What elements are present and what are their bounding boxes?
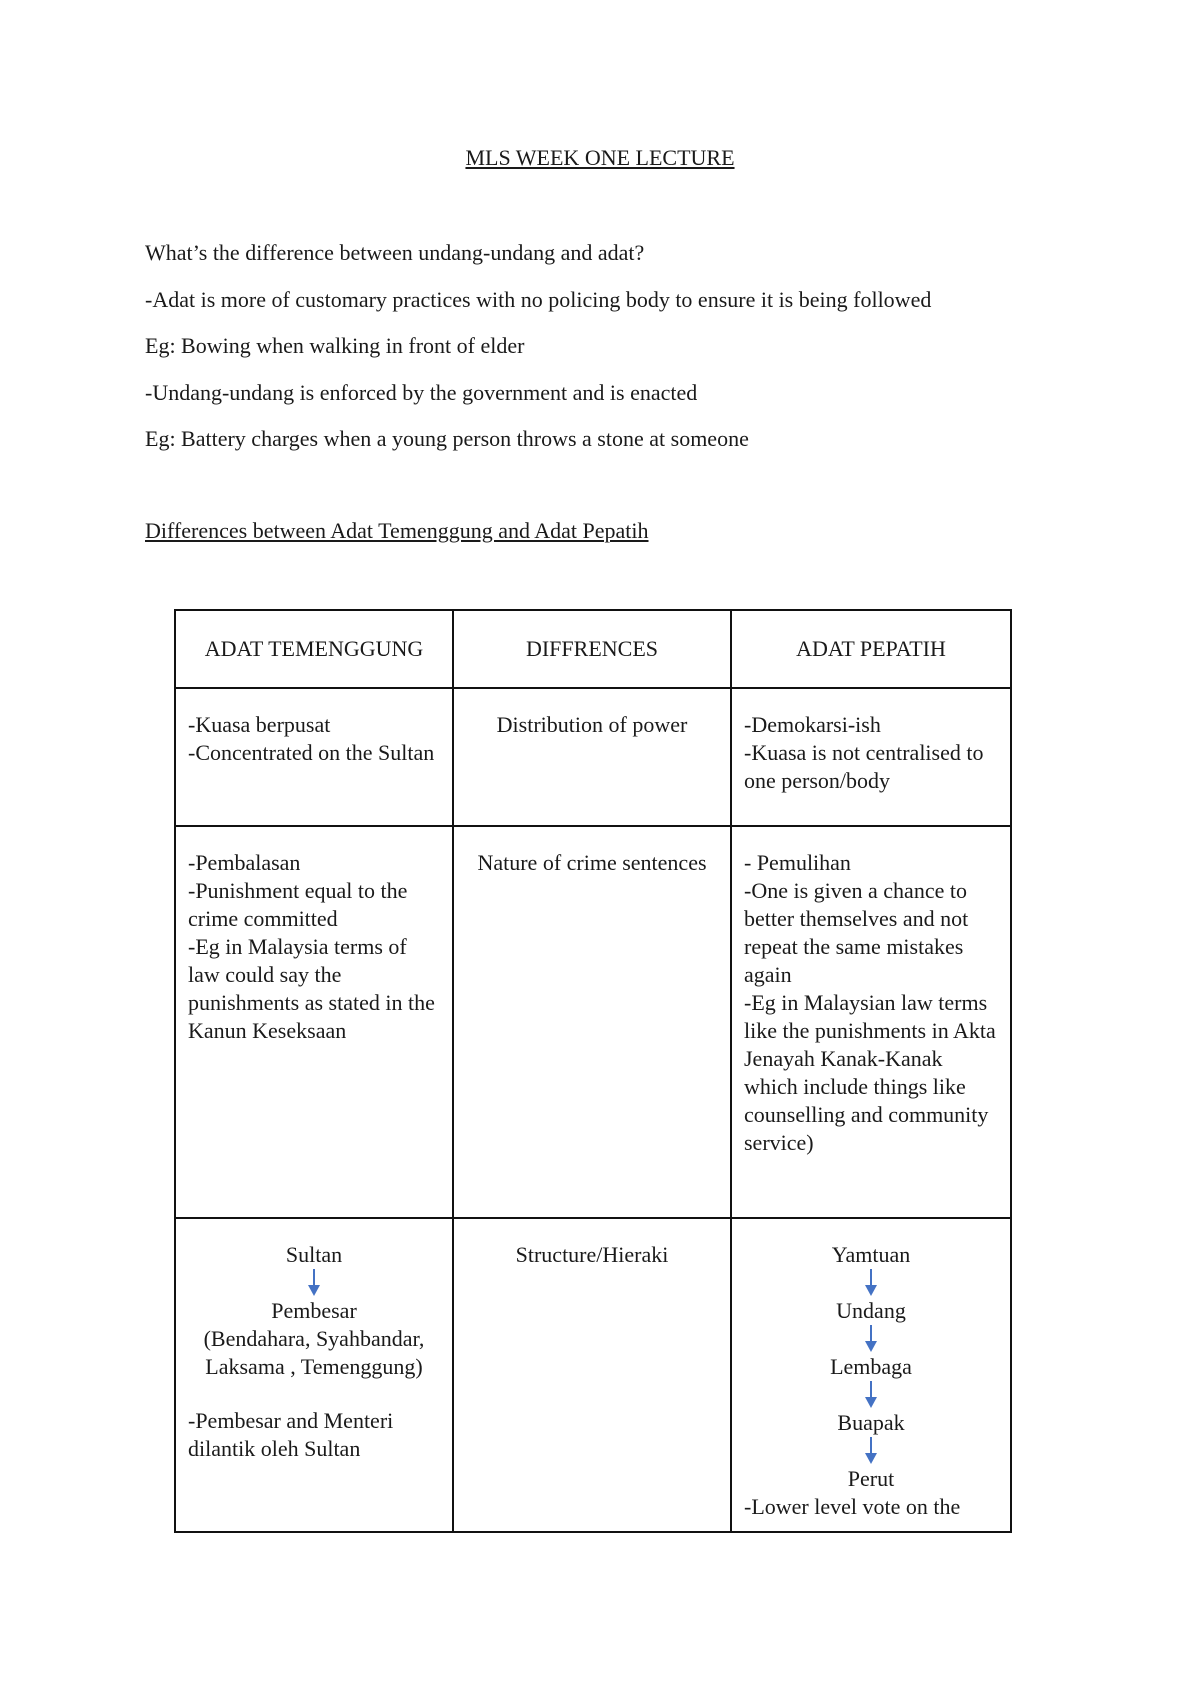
cell-line: -Kuasa is not centralised to one person/body: [744, 740, 984, 793]
header-cell-differences: DIFFRENCES: [453, 610, 731, 688]
spacer: [188, 1381, 440, 1407]
cell-pepatih: [731, 688, 1011, 826]
cell-line: -Punishment equal to the crime committed: [188, 878, 408, 931]
intro-line: Eg: Battery charges when a young person throws a stone at someone: [145, 426, 749, 451]
arrow-down-icon: [307, 1269, 321, 1297]
table-row: [175, 688, 1011, 826]
cell-pepatih-hierarchy: [731, 1218, 1011, 1532]
cell-line: -Concentrated on the Sultan: [188, 740, 435, 765]
hierarchy-item: (Bendahara, Syahbandar,: [203, 1326, 425, 1351]
intro-section: [145, 238, 1065, 471]
table-header-row: [175, 610, 1011, 688]
cell-line: -Demokarsi-ish: [744, 712, 881, 737]
hierarchy-item: Pembesar: [271, 1298, 357, 1323]
differences-table: [174, 609, 1012, 1533]
intro-line: -Undang-undang is enforced by the government and is enacted: [145, 379, 698, 405]
arrow-down-icon: [864, 1437, 878, 1465]
hierarchy-item: Lembaga: [830, 1354, 912, 1379]
hierarchy-item: Sultan: [285, 1242, 343, 1267]
cell-line: - Pemulihan: [744, 850, 851, 875]
arrow-down-icon: [864, 1269, 878, 1297]
cell-temenggung-hierarchy: [175, 1218, 453, 1532]
hierarchy-item: Yamtuan: [831, 1242, 911, 1267]
intro-line: What’s the difference between undang-undang and adat?: [145, 240, 645, 265]
cell-note: -Pembesar and Menteri dilantik oleh Sultan: [188, 1408, 394, 1461]
cell-line: -Eg in Malaysian law terms like the punishments in Akta Jenayah Kanak-Kanak which include things like counselling and community service): [744, 990, 996, 1155]
table-row: [175, 1218, 1011, 1532]
hierarchy-item: Laksama , Temenggung): [205, 1354, 423, 1379]
cell-line: -Pembalasan: [188, 850, 301, 875]
cell-difference: Structure/Hieraki: [453, 1218, 731, 1532]
hierarchy-item: Buapak: [837, 1410, 905, 1435]
section-subheading: Differences between Adat Temenggung and Adat Pepatih: [145, 518, 649, 543]
cell-temenggung: [175, 826, 453, 1218]
cell-note: -Lower level vote on the: [744, 1494, 961, 1519]
intro-line: Eg: Bowing when walking in front of elder: [145, 333, 525, 358]
cell-pepatih: [731, 826, 1011, 1218]
cell-line: -Kuasa berpusat: [188, 712, 331, 737]
table-row: [175, 826, 1011, 1218]
page-title: MLS WEEK ONE LECTURE: [465, 145, 735, 170]
hierarchy-item: Perut: [847, 1466, 895, 1491]
header-cell-temenggung: ADAT TEMENGGUNG: [175, 610, 453, 688]
hierarchy-item: Undang: [836, 1298, 906, 1323]
arrow-down-icon: [864, 1325, 878, 1353]
cell-temenggung: [175, 688, 453, 826]
cell-difference: Nature of crime sentences: [453, 826, 731, 1218]
header-cell-pepatih: ADAT PEPATIH: [731, 610, 1011, 688]
cell-difference: Distribution of power: [453, 688, 731, 826]
cell-line: -One is given a chance to better themselves and not repeat the same mistakes again: [744, 878, 969, 987]
intro-line: -Adat is more of customary practices with no policing body to ensure it is being followed: [145, 286, 932, 312]
arrow-down-icon: [864, 1381, 878, 1409]
cell-line: -Eg in Malaysia terms of law could say the punishments as stated in the Kanun Keseksaan: [188, 934, 435, 1043]
